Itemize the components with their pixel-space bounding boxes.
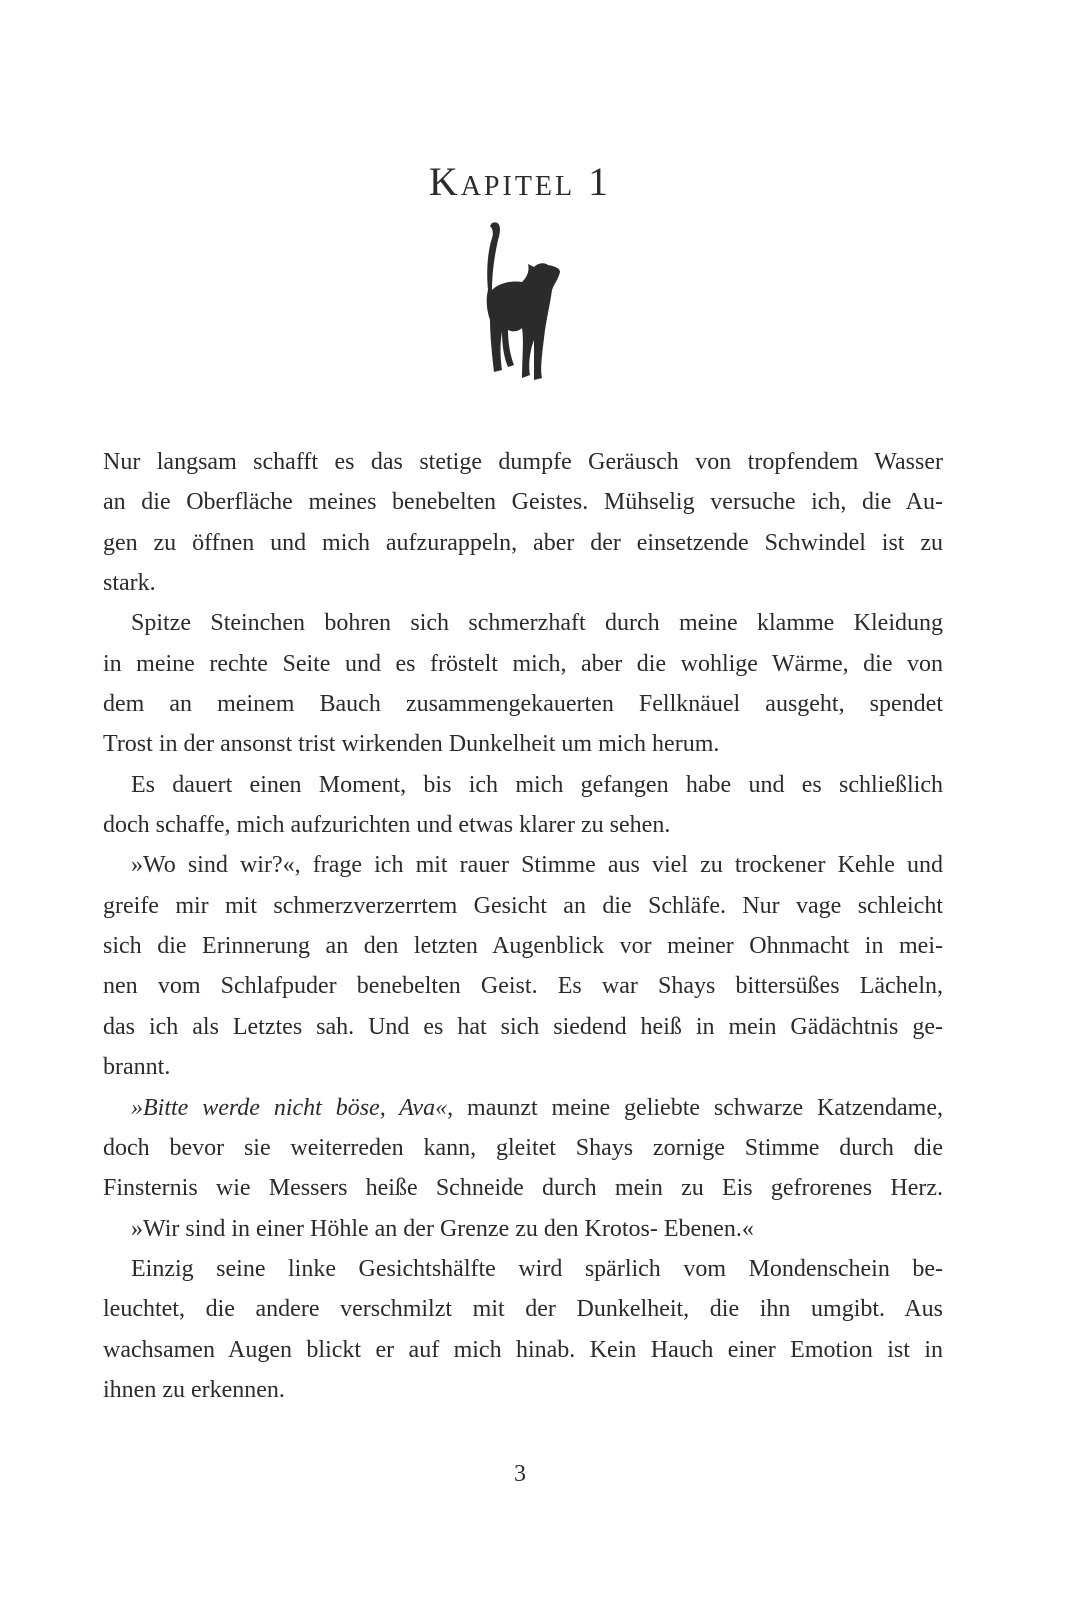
text-line: an die Oberfläche meines benebelten Geistes. Mühselig versuche ich, die Au- [103, 489, 943, 516]
italic-speech: »Bitte werde nicht böse, Ava« [131, 1094, 448, 1121]
text-line: wachsamen Augen blickt er auf mich hinab. Kein Hauch einer Emotion ist in [103, 1336, 943, 1363]
text-line: Es dauert einen Moment, bis ich mich gefangen habe und es schließlich [131, 771, 943, 798]
text-line: »Wir sind in einer Höhle an der Grenze zu den Krotos- Ebenen.« [131, 1215, 754, 1242]
text-line: stark. [103, 570, 156, 597]
text-line: leuchtet, die andere verschmilzt mit der Dunkelheit, die ihn umgibt. Aus [103, 1296, 943, 1323]
text-rest: , maunzt meine geliebte schwarze Katzendame, [447, 1094, 943, 1121]
text-line: sich die Erinnerung an den letzten Augenblick vor meiner Ohnmacht in mei- [103, 933, 943, 960]
text-line [103, 1088, 943, 1128]
cat-silhouette-icon [478, 220, 568, 385]
text-line: doch bevor sie weiterreden kann, gleitet Shays zornige Stimme durch die [103, 1134, 943, 1161]
page-number: 3 [514, 1461, 526, 1487]
text-line: dem an meinem Bauch zusammengekauerten Fellknäuel ausgeht, spendet [103, 691, 943, 718]
text-line: das ich als Letztes sah. Und es hat sich siedend heiß in mein Gädächtnis ge- [103, 1013, 943, 1040]
text-line: »Wo sind wir?«, frage ich mit rauer Stimme aus viel zu trockener Kehle und [131, 852, 943, 879]
body-text [103, 442, 943, 1410]
text-line: gen zu öffnen und mich aufzurappeln, aber der einsetzende Schwindel ist zu [103, 529, 943, 556]
chapter-title: Kapitel 1 [428, 159, 612, 204]
text-line: brannt. [103, 1054, 171, 1081]
text-line: Spitze Steinchen bohren sich schmerzhaft durch meine klamme Kleidung [131, 610, 943, 637]
text-line: Einzig seine linke Gesichtshälfte wird spärlich vom Mondenschein be- [131, 1255, 943, 1282]
text-line: Trost in der ansonst trist wirkenden Dunkelheit um mich herum. [103, 731, 720, 758]
text-line: in meine rechte Seite und es fröstelt mich, aber die wohlige Wärme, die von [103, 650, 943, 677]
text-line: Finsternis wie Messers heiße Schneide durch mein zu Eis gefrorenes Herz. [103, 1175, 943, 1202]
text-line: ihnen zu erkennen. [103, 1376, 285, 1403]
text-line: Nur langsam schafft es das stetige dumpfe Geräusch von tropfendem Wasser [103, 449, 943, 475]
text-line: doch schaffe, mich aufzurichten und etwas klarer zu sehen. [103, 812, 671, 839]
text-line: nen vom Schlafpuder benebelten Geist. Es war Shays bittersüßes Lächeln, [103, 973, 943, 1000]
text-line: greife mir mit schmerzverzerrtem Gesicht an die Schläfe. Nur vage schleicht [103, 892, 943, 919]
